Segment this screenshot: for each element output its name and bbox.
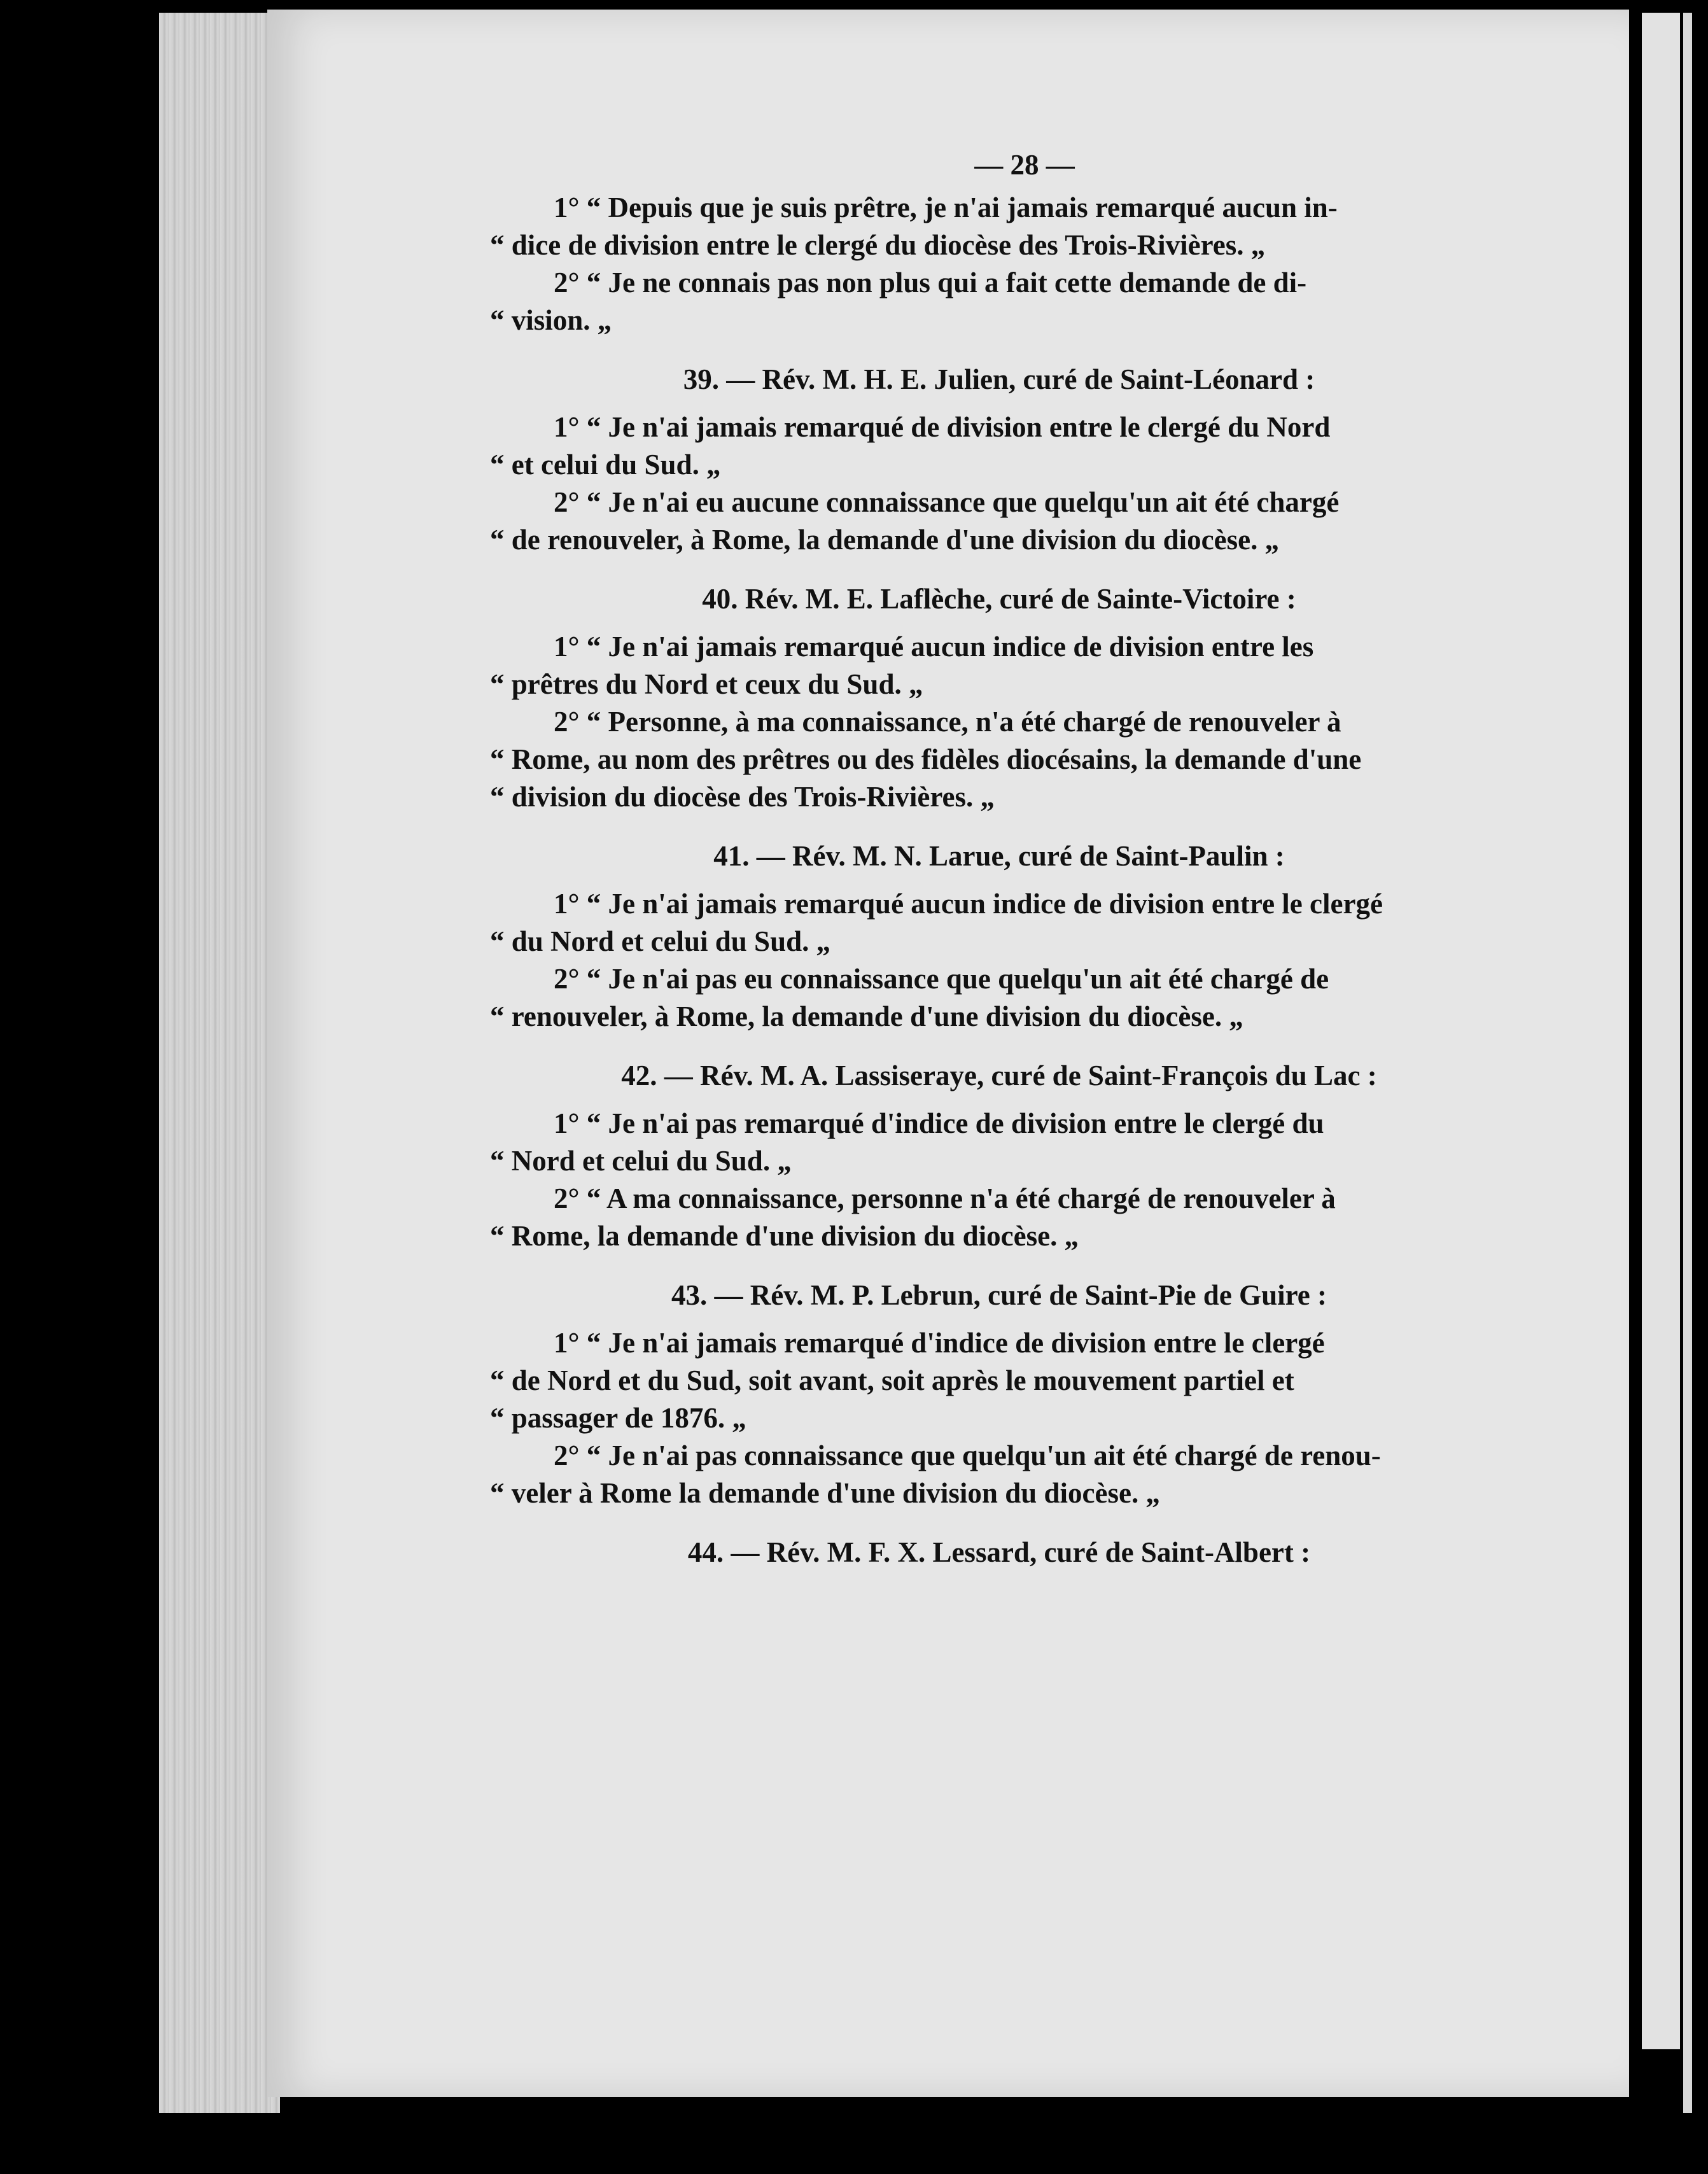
answer-paragraph (490, 960, 1495, 1035)
answer-line (490, 960, 1495, 998)
answer-line-text: “ Je n'ai jamais remarqué d'indice de division entre le clergé (586, 1327, 1325, 1359)
page-number: — 28 — (974, 149, 1075, 181)
answer-line-text: “ prêtres du Nord et ceux du Sud. „ (490, 668, 923, 700)
answer-line (490, 1180, 1495, 1217)
answer-line-text: “ de renouveler, à Rome, la demande d'une division du diocèse. „ (490, 524, 1280, 556)
answer-paragraph (490, 409, 1495, 484)
answer-line-text: “ Rome, au nom des prêtres ou des fidèles diocésains, la demande d'une (490, 743, 1362, 775)
answer-line-text: “ du Nord et celui du Sud. „ (490, 925, 831, 957)
answer-line-text: “ Je n'ai pas remarqué d'indice de division entre le clergé du (586, 1107, 1324, 1139)
answer-line (490, 1105, 1495, 1142)
entry-heading: 40. Rév. M. E. Laflèche, curé de Sainte-Victoire : (702, 583, 1296, 615)
answer-line (490, 1217, 1495, 1255)
answer-line-text: “ Je n'ai jamais remarqué de division entre le clergé du Nord (586, 411, 1331, 443)
answer-line (490, 1362, 1495, 1399)
answer-line-text: “ Je n'ai eu aucune connaissance que quelqu'un ait été chargé (586, 486, 1340, 518)
answer-number: 1° (554, 631, 580, 663)
answer-number: 2° (554, 963, 580, 995)
answer-line (490, 227, 1495, 264)
answer-line (490, 446, 1495, 484)
answer-line (490, 1437, 1495, 1475)
answer-number: 2° (554, 706, 580, 738)
entries-list (490, 189, 1495, 1571)
answer-line-text: “ et celui du Sud. „ (490, 449, 721, 480)
answer-line (490, 923, 1495, 960)
answer-number: 1° (554, 1327, 580, 1359)
answer-line-text: “ vision. „ (490, 304, 612, 336)
answer-line-text: “ Je n'ai pas eu connaissance que quelqu'un ait été chargé de (586, 963, 1329, 995)
answer-paragraph (490, 628, 1495, 703)
answer-line (490, 409, 1495, 446)
answer-number: 2° (554, 1182, 580, 1214)
answer-number: 1° (554, 1107, 580, 1139)
answer-line-text: “ division du diocèse des Trois-Rivières. „ (490, 781, 995, 813)
answer-line-text: “ de Nord et du Sud, soit avant, soit après le mouvement partiel et (490, 1364, 1294, 1396)
answer-line-text: “ renouveler, à Rome, la demande d'une division du diocèse. „ (490, 1000, 1243, 1032)
entry-heading: 43. — Rév. M. P. Lebrun, curé de Saint-Pie de Guire : (671, 1279, 1327, 1311)
answer-number: 2° (554, 1440, 580, 1471)
answer-line (490, 521, 1495, 559)
answer-number: 2° (554, 486, 580, 518)
answer-line (490, 1399, 1495, 1437)
answer-line (490, 1475, 1495, 1512)
answer-line-text: “ Je n'ai jamais remarqué aucun indice de division entre les (586, 631, 1314, 663)
answer-paragraph (490, 1180, 1495, 1255)
entry-heading: 41. — Rév. M. N. Larue, curé de Saint-Paulin : (713, 840, 1285, 872)
answer-line (490, 666, 1495, 703)
answer-line (490, 998, 1495, 1035)
answer-line-text: “ A ma connaissance, personne n'a été chargé de renouveler à (586, 1182, 1336, 1214)
answer-line-text: “ Personne, à ma connaissance, n'a été chargé de renouveler à (586, 706, 1341, 738)
answer-line (490, 302, 1495, 339)
answer-line-text: “ Depuis que je suis prêtre, je n'ai jamais remarqué aucun in- (586, 192, 1338, 223)
answer-line (490, 628, 1495, 666)
answer-line-text: “ veler à Rome la demande d'une division du diocèse. „ (490, 1477, 1160, 1509)
entry-heading: 39. — Rév. M. H. E. Julien, curé de Saint-Léonard : (683, 363, 1315, 395)
answer-number: 1° (554, 192, 580, 223)
answer-line-text: “ passager de 1876. „ (490, 1402, 746, 1434)
right-binding-edge (1683, 13, 1692, 2113)
answer-line-text: “ Je n'ai pas connaissance que quelqu'un ait été chargé de renou- (586, 1440, 1381, 1471)
answer-paragraph (490, 264, 1495, 339)
answer-line (490, 885, 1495, 923)
answer-paragraph (490, 1437, 1495, 1512)
answer-line (490, 189, 1495, 227)
answer-number: 1° (554, 888, 580, 920)
answer-line-text: “ dice de division entre le clergé du diocèse des Trois-Rivières. „ (490, 229, 1266, 261)
right-margin-strip (1642, 13, 1680, 2049)
answer-paragraph (490, 885, 1495, 960)
answer-line (490, 1324, 1495, 1362)
book-page-edges (159, 13, 280, 2113)
entry-heading: 42. — Rév. M. A. Lassiseraye, curé de Saint-François du Lac : (621, 1060, 1377, 1091)
answer-line-text: “ Nord et celui du Sud. „ (490, 1145, 792, 1177)
answer-line (490, 778, 1495, 816)
answer-line (490, 484, 1495, 521)
answer-line (490, 703, 1495, 741)
answer-paragraph (490, 1324, 1495, 1437)
answer-paragraph (490, 703, 1495, 816)
answer-paragraph (490, 189, 1495, 264)
answer-line-text: “ Je ne connais pas non plus qui a fait cette demande de di- (586, 267, 1307, 298)
page-text (490, 146, 1495, 1581)
answer-number: 2° (554, 267, 580, 298)
answer-paragraph (490, 484, 1495, 559)
answer-line (490, 1142, 1495, 1180)
answer-line-text: “ Je n'ai jamais remarqué aucun indice de division entre le clergé (586, 888, 1383, 920)
answer-line (490, 264, 1495, 302)
answer-number: 1° (554, 411, 580, 443)
answer-line-text: “ Rome, la demande d'une division du diocèse. „ (490, 1220, 1079, 1252)
entry-heading: 44. — Rév. M. F. X. Lessard, curé de Saint-Albert : (687, 1536, 1311, 1568)
answer-paragraph (490, 1105, 1495, 1180)
answer-line (490, 741, 1495, 778)
